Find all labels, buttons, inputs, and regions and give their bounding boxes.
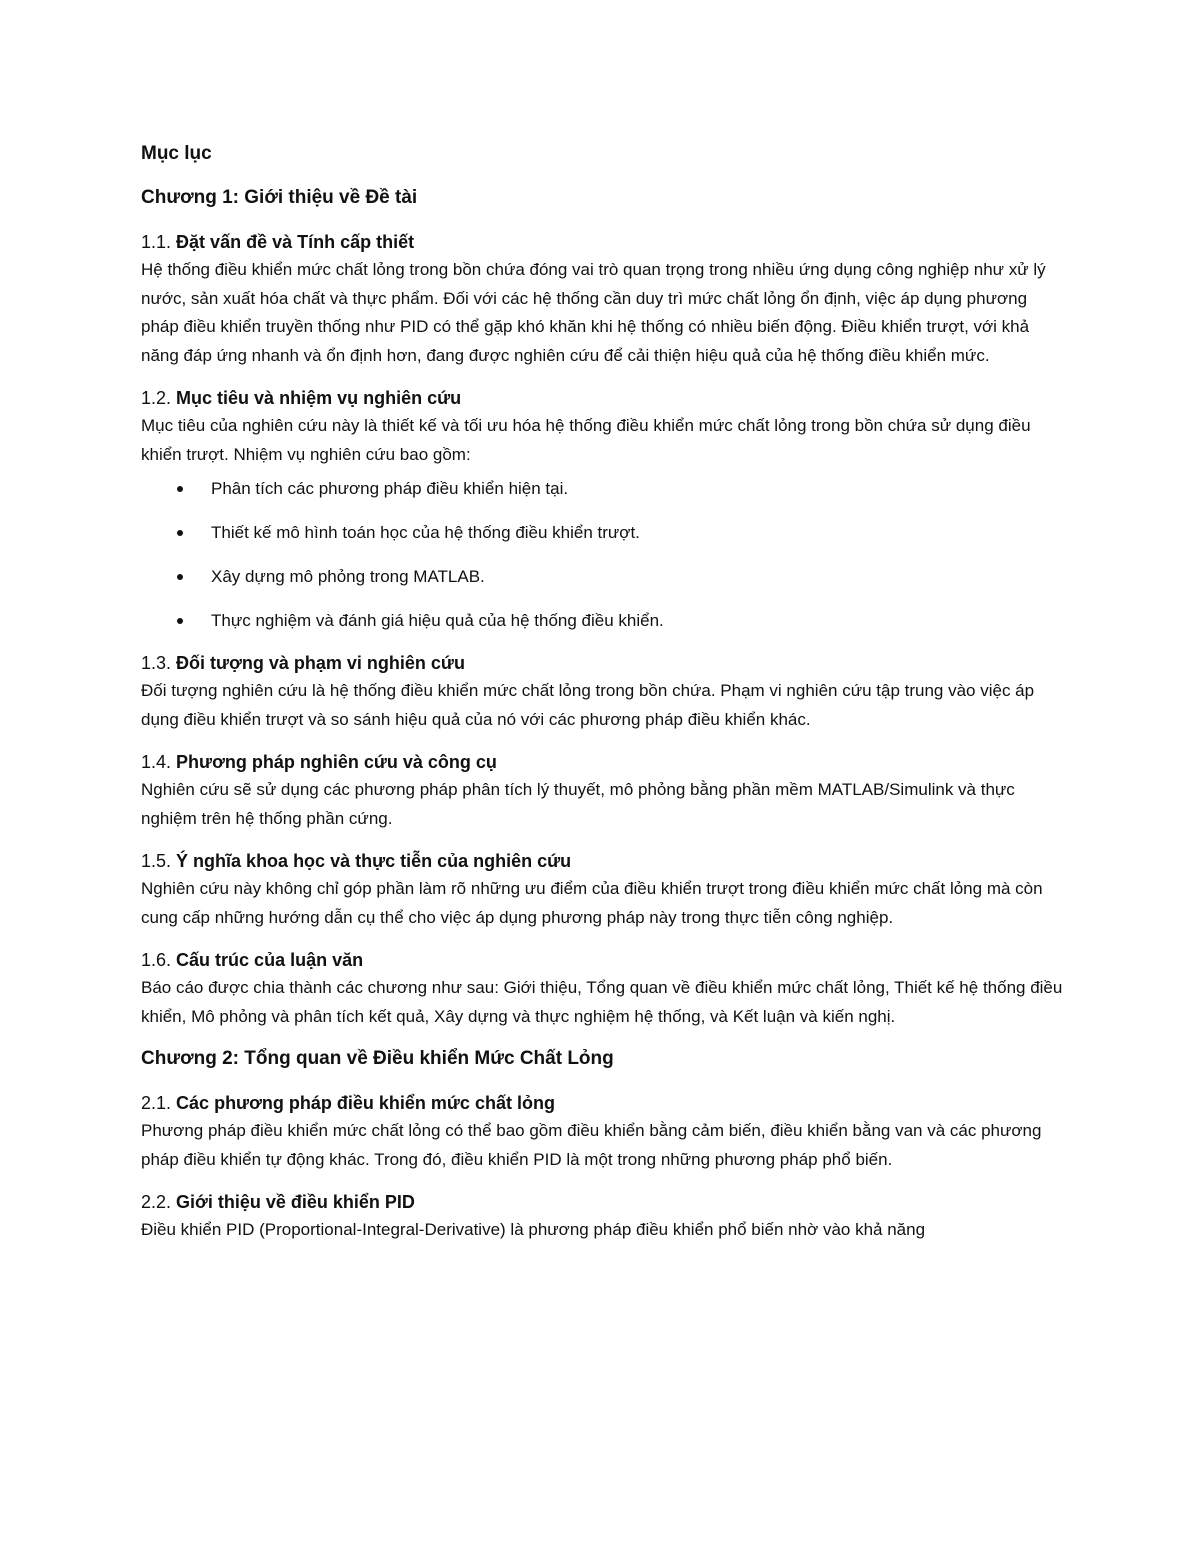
section-paragraph: Phương pháp điều khiển mức chất lỏng có thể bao gồm điều khiển bằng cảm biến, điều khiển bằng van và các phương pháp điều khiển tự động khác. Trong đó, điều khiển PID là một trong những phương pháp phổ biến. — [141, 1121, 1042, 1169]
chapter-1-title: Chương 1: Giới thiệu về Đề tài — [141, 187, 418, 208]
section-number: 1.3. — [141, 653, 172, 673]
list-item — [141, 475, 1066, 503]
section-number: 1.5. — [141, 851, 172, 871]
section-paragraph: Nghiên cứu này không chỉ góp phần làm rõ những ưu điểm của điều khiển trượt trong điều khiển mức chất lỏng mà còn cung cấp những hướng dẫn cụ thể cho việc áp dụng phương pháp này trong thực tiễn công nghiệp. — [141, 879, 1043, 927]
section-1-5 — [141, 847, 1066, 932]
section-heading — [141, 748, 1066, 776]
bullet-icon — [177, 530, 183, 536]
bullet-icon — [177, 486, 183, 492]
section-paragraph: Đối tượng nghiên cứu là hệ thống điều khiển mức chất lỏng trong bồn chứa. Phạm vi nghiên cứu tập trung vào việc áp dụng điều khiển trượt và so sánh hiệu quả của nó với các phương pháp điều khiển khác. — [141, 681, 1035, 729]
toc-title: Mục lục — [141, 143, 212, 164]
section-1-2 — [141, 384, 1066, 635]
section-number: 1.2. — [141, 388, 172, 408]
section-title: Đặt vấn đề và Tính cấp thiết — [176, 232, 415, 252]
section-paragraph: Mục tiêu của nghiên cứu này là thiết kế và tối ưu hóa hệ thống điều khiển mức chất lỏng trong bồn chứa sử dụng điều khiển trượt. Nhiệm vụ nghiên cứu bao gồm: — [141, 416, 1031, 464]
section-heading — [141, 1188, 1066, 1216]
list-item-text: Phân tích các phương pháp điều khiển hiện tại. — [211, 479, 569, 498]
section-paragraph: Điều khiển PID (Proportional-Integral-Derivative) là phương pháp điều khiển phổ biến nhờ vào khả năng — [141, 1220, 926, 1239]
section-heading — [141, 228, 1066, 256]
section-heading — [141, 1089, 1066, 1117]
section-title: Phương pháp nghiên cứu và công cụ — [176, 752, 497, 772]
section-heading — [141, 946, 1066, 974]
section-number: 1.1. — [141, 232, 172, 252]
section-number: 2.2. — [141, 1192, 172, 1212]
list-item-text: Xây dựng mô phỏng trong MATLAB. — [211, 567, 485, 586]
bullet-icon — [177, 618, 183, 624]
section-number: 1.6. — [141, 950, 172, 970]
section-title: Cấu trúc của luận văn — [176, 950, 364, 970]
section-2-1 — [141, 1089, 1066, 1174]
task-list — [141, 475, 1066, 635]
bullet-icon — [177, 574, 183, 580]
section-heading — [141, 649, 1066, 677]
section-2-2 — [141, 1188, 1066, 1245]
section-number: 1.4. — [141, 752, 172, 772]
document-content — [141, 140, 1066, 1259]
section-paragraph: Báo cáo được chia thành các chương như sau: Giới thiệu, Tổng quan về điều khiển mức chất lỏng, Thiết kế hệ thống điều khiển, Mô phỏng và phân tích kết quả, Xây dựng và thực nghiệm hệ thống, và Kết luận và kiến nghị. — [141, 978, 1063, 1026]
section-title: Đối tượng và phạm vi nghiên cứu — [176, 653, 465, 673]
list-item — [141, 519, 1066, 547]
section-number: 2.1. — [141, 1093, 172, 1113]
section-title: Giới thiệu về điều khiển PID — [176, 1192, 415, 1212]
list-item — [141, 607, 1066, 635]
section-title: Các phương pháp điều khiển mức chất lỏng — [176, 1093, 555, 1113]
section-1-6 — [141, 946, 1066, 1031]
section-paragraph: Nghiên cứu sẽ sử dụng các phương pháp phân tích lý thuyết, mô phỏng bằng phần mềm MATLAB/Simulink và thực nghiệm trên hệ thống phần cứng. — [141, 780, 1015, 828]
list-item-text: Thiết kế mô hình toán học của hệ thống điều khiển trượt. — [211, 523, 640, 542]
section-heading — [141, 847, 1066, 875]
section-title: Mục tiêu và nhiệm vụ nghiên cứu — [176, 388, 462, 408]
section-1-3 — [141, 649, 1066, 734]
section-paragraph: Hệ thống điều khiển mức chất lỏng trong bồn chứa đóng vai trò quan trọng trong nhiều ứng dụng công nghiệp như xử lý nước, sản xuất hóa chất và thực phẩm. Đối với các hệ thống cần duy trì mức chất lỏng ổn định, việc áp dụng phương pháp điều khiển truyền thống như PID có thể gặp khó khăn khi hệ thống có nhiều biến động. Điều khiển trượt, với khả năng đáp ứng nhanh và ổn định hơn, đang được nghiên cứu để cải thiện hiệu quả của hệ thống điều khiển mức. — [141, 260, 1046, 365]
list-item-text: Thực nghiệm và đánh giá hiệu quả của hệ thống điều khiển. — [211, 611, 664, 630]
section-heading — [141, 384, 1066, 412]
list-item — [141, 563, 1066, 591]
section-1-1 — [141, 228, 1066, 370]
section-1-4 — [141, 748, 1066, 833]
chapter-2-title: Chương 2: Tổng quan về Điều khiển Mức Chất Lỏng — [141, 1048, 614, 1069]
section-title: Ý nghĩa khoa học và thực tiễn của nghiên cứu — [176, 851, 572, 871]
